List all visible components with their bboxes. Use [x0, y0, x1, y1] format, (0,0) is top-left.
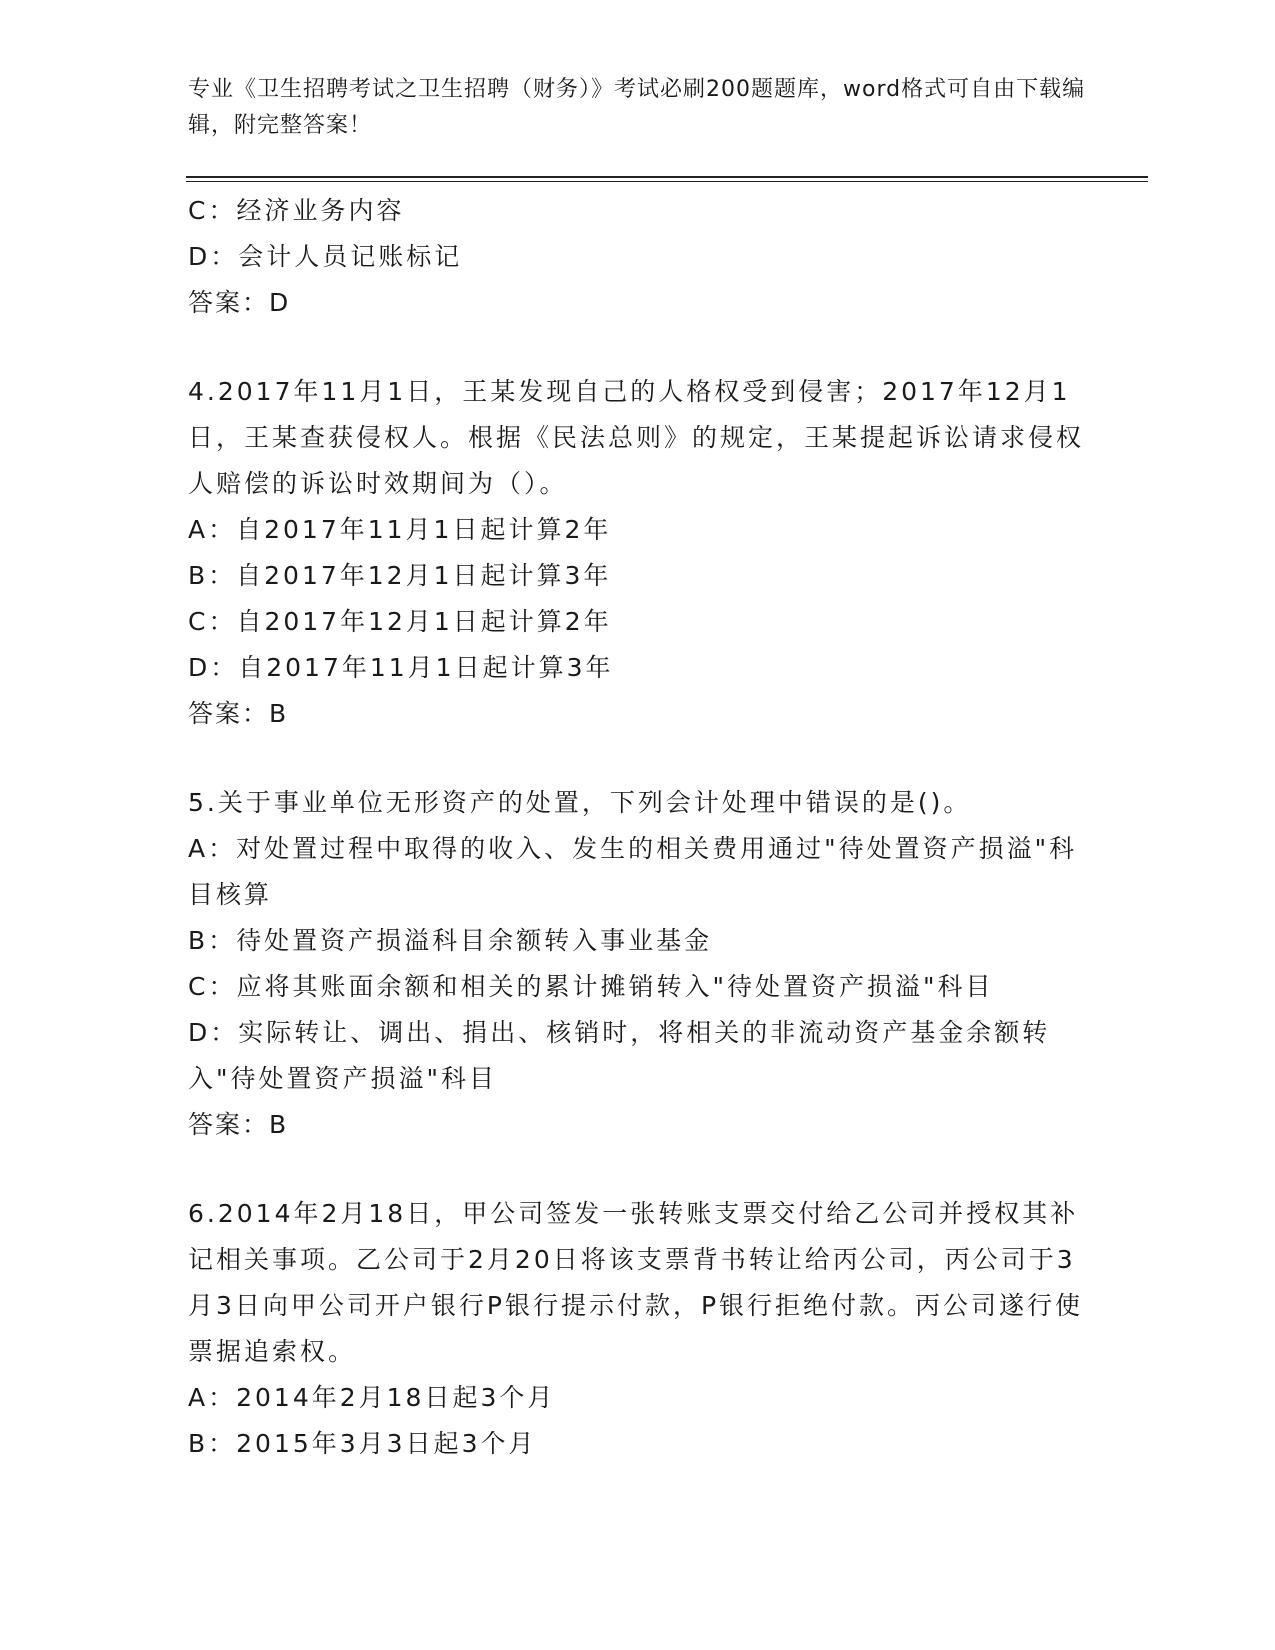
question-text: 5.关于事业单位无形资产的处置，下列会计处理中错误的是()。	[188, 788, 972, 817]
option-b: B：2015年3月3日起3个月	[188, 1429, 537, 1458]
option-a: A：对处置过程中取得的收入、发生的相关费用通过"待处置资产损溢"科目核算	[188, 834, 1078, 909]
answer-line: 答案：B	[188, 1110, 289, 1139]
option-a: A：2014年2月18日起3个月	[188, 1383, 556, 1412]
option-d: D：自2017年11月1日起计算3年	[188, 653, 614, 682]
answer-line: 答案：D	[188, 288, 291, 317]
option-b: B：自2017年12月1日起计算3年	[188, 561, 612, 590]
question-block	[188, 188, 1088, 326]
header-title: 专业《卫生招聘考试之卫生招聘（财务）》考试必刷200题题库，word格式可自由下载编辑，附完整答案！	[188, 77, 1086, 138]
option-c: C：自2017年12月1日起计算2年	[188, 607, 612, 636]
question-text: 6.2014年2月18日，甲公司签发一张转账支票交付给乙公司并授权其补记相关事项。乙公司于2月20日将该支票背书转让给丙公司，丙公司于3月3日向甲公司开户银行P银行提示付款，P银行拒绝付款。丙公司遂行使票据追索权。	[188, 1199, 1084, 1366]
option-c: C：经济业务内容	[188, 196, 405, 225]
question-block	[188, 369, 1088, 737]
question-text: 4.2017年11月1日，王某发现自己的人格权受到侵害；2017年12月1日，王某查获侵权人。根据《民法总则》的规定，王某提起诉讼请求侵权人赔偿的诉讼时效期间为（）。	[188, 377, 1085, 498]
document-body	[188, 188, 1088, 1467]
header-rule	[186, 176, 1148, 178]
option-c: C：应将其账面余额和相关的累计摊销转入"待处置资产损溢"科目	[188, 972, 994, 1001]
question-block	[188, 780, 1088, 1148]
option-b: B：待处置资产损溢科目余额转入事业基金	[188, 926, 713, 955]
option-d: D：会计人员记账标记	[188, 242, 463, 271]
option-d: D：实际转让、调出、捐出、核销时，将相关的非流动资产基金余额转入"待处置资产损溢"科目	[188, 1018, 1051, 1093]
option-a: A：自2017年11月1日起计算2年	[188, 515, 612, 544]
page-header	[188, 72, 1088, 144]
answer-line: 答案：B	[188, 699, 289, 728]
question-block	[188, 1191, 1088, 1467]
header-rule-thin	[186, 181, 1148, 182]
